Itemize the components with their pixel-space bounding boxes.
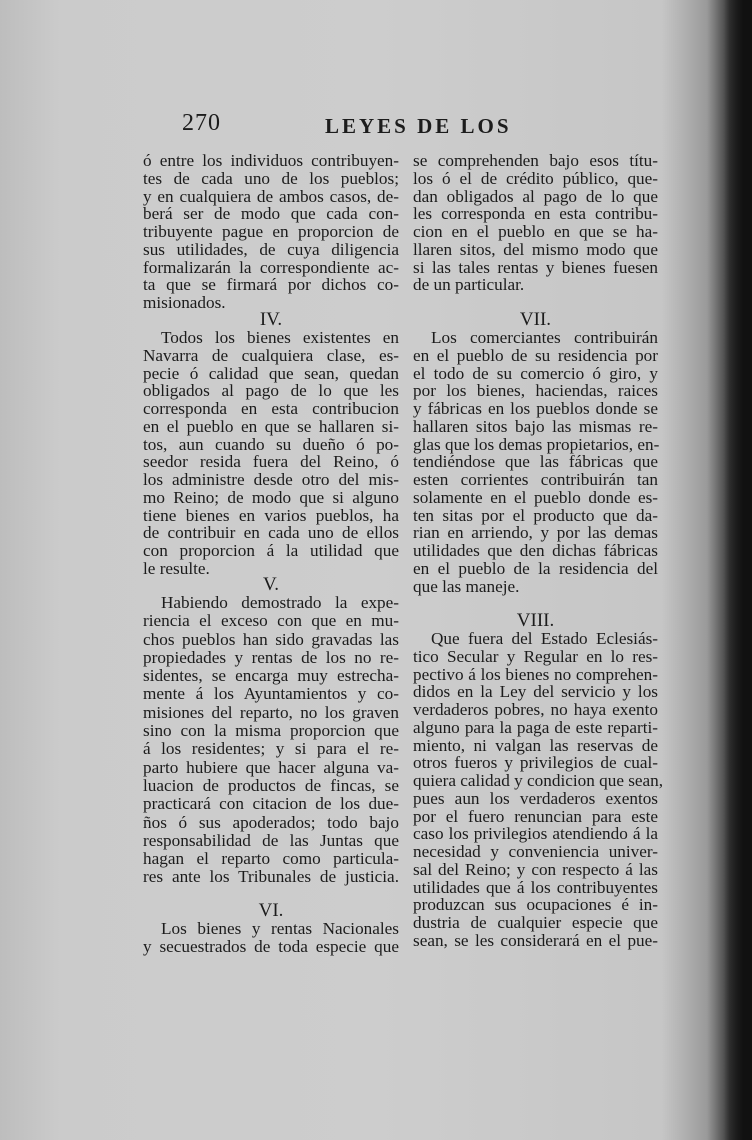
text-line: por los bienes, haciendas, raices xyxy=(413,381,658,401)
text-line: obligados al pago de lo que les xyxy=(143,381,399,401)
text-line: rian en arriendo, y por las demas xyxy=(413,523,658,543)
text-line: si las tales rentas y bienes fuesen xyxy=(413,257,658,277)
text-line: sino con la misma proporcion que xyxy=(143,721,399,741)
text-line: en el pueblo en que se hallaren si- xyxy=(143,416,399,436)
text-line: los administre desde otro del mis- xyxy=(143,470,399,489)
text-line: riencia el exceso con que en mu- xyxy=(143,611,399,631)
text-line: hagan el reparto como particula- xyxy=(143,849,399,869)
text-line: mente á los Ayuntamientos y co- xyxy=(143,684,399,704)
text-line: Que fuera del Estado Eclesiás- xyxy=(431,629,658,648)
text-line: utilidades que den dichas fábricas xyxy=(413,541,658,560)
section-heading-iv: IV. xyxy=(259,309,283,330)
text-line: por el fuero renuncian para este xyxy=(413,806,658,826)
paragraph-v xyxy=(143,594,399,887)
text-line: formalizarán la correspondiente ac- xyxy=(143,257,399,277)
text-line: didos en la Ley del servicio y los xyxy=(413,682,658,702)
text-line: sal del Reino; y con respecto á las xyxy=(413,859,658,879)
text-line: pecie ó calidad que sean, quedan xyxy=(143,363,399,383)
text-line: el todo de su comercio ó giro, y xyxy=(413,363,658,383)
text-line: mo Reino; de modo que si alguno xyxy=(143,487,399,507)
text-line: los ó el de crédito público, que- xyxy=(413,168,658,188)
text-line: seedor resida fuera del Reino, ó xyxy=(143,452,399,472)
text-line: y en cualquiera de ambos casos, de- xyxy=(143,186,399,206)
text-line: les corresponda en esta contribu- xyxy=(413,204,658,224)
text-line: solamente en el pueblo donde es- xyxy=(413,487,658,507)
text-line: Habiendo demostrado la expe- xyxy=(161,593,399,612)
text-line: utilidades que á los contribuyentes xyxy=(413,877,658,897)
text-line: tico Secular y Regular en lo res- xyxy=(413,646,658,666)
text-line: tiene bienes en varios pueblos, ha xyxy=(143,505,399,525)
text-line: hallaren sitos bajo las mismas re- xyxy=(413,416,658,436)
paragraph-viii xyxy=(413,629,664,950)
text-line: tes de cada uno de los pueblos; xyxy=(143,168,399,188)
text-line: caso los privilegios atendiendo á la xyxy=(413,824,658,844)
text-line: con proporcion á la utilidad que xyxy=(143,541,399,560)
text-line: tendiéndose que las fábricas que xyxy=(413,452,658,472)
text-line: propiedades y rentas de los no re- xyxy=(143,647,399,667)
text-line: parto hubiere que hacer alguna va- xyxy=(143,757,399,777)
text-line: llaren sitos, del mismo modo que xyxy=(413,239,658,259)
text-line: y fábricas en los pueblos donde se xyxy=(413,399,658,418)
text-line: verdaderos pobres, no haya exento xyxy=(413,700,658,719)
text-line: Los comerciantes contribuirán xyxy=(431,328,658,347)
text-line: necesidad y conveniencia univer- xyxy=(413,842,658,861)
section-heading-vii: VII. xyxy=(519,309,552,330)
text-line: se comprehenden bajo esos títu- xyxy=(413,151,658,170)
text-line: responsabilidad de las Juntas que xyxy=(143,830,399,850)
paragraph-vii xyxy=(413,329,658,595)
text-line: le resulte. xyxy=(143,558,210,578)
text-line: que las maneje. xyxy=(413,576,520,596)
text-line: en el pueblo de la residencia del xyxy=(413,558,658,578)
text-line: sean, se les considerará en el pue- xyxy=(413,930,658,950)
text-line: ta que se firmará por dichos co- xyxy=(143,275,399,295)
page-number: 270 xyxy=(182,110,221,136)
text-line: Los bienes y rentas Nacionales xyxy=(161,919,399,938)
text-line: de un particular. xyxy=(413,275,525,295)
text-line: cion en el pueblo en que se ha- xyxy=(413,222,658,241)
text-line: ó entre los individuos contribuyen- xyxy=(143,151,399,170)
text-line: pues aun los verdaderos exentos xyxy=(413,788,658,808)
text-line: ños ó sus apoderados; todo bajo xyxy=(143,812,399,832)
text-line: esten corrientes contribuirán tan xyxy=(413,470,658,489)
section-heading-v: V. xyxy=(262,574,280,595)
text-line: ten sitas por el producto que da- xyxy=(413,505,658,525)
text-line: Navarra de cualquiera clase, es- xyxy=(143,345,399,365)
text-line: tos, aun cuando su dueño ó po- xyxy=(143,434,399,454)
text-line: misionados. xyxy=(143,293,226,312)
text-line: Todos los bienes existentes en xyxy=(161,328,399,347)
text-line: de contribuir en cada uno de ellos xyxy=(143,523,399,543)
paragraph-vi xyxy=(143,920,399,956)
text-line: á los residentes; y si para el re- xyxy=(143,739,399,759)
text-line: chos pueblos han sido gravadas las xyxy=(143,629,399,649)
scan-page-edge xyxy=(724,0,752,1140)
text-line: sus utilidades, de cuya diligencia xyxy=(143,239,399,259)
text-line: otros fueros y privilegios de cual- xyxy=(413,753,658,773)
text-line: en el pueblo de su residencia por xyxy=(413,345,658,365)
text-line: misiones del reparto, no los graven xyxy=(143,702,399,722)
text-line: berá ser de modo que cada con- xyxy=(143,204,399,224)
paragraph-iv xyxy=(143,329,399,578)
text-line: sidentes, se encarga muy estrecha- xyxy=(143,666,399,686)
text-line: tribuyente pague en proporcion de xyxy=(143,222,399,241)
paragraph xyxy=(143,152,399,312)
running-title: LEYES DE LOS xyxy=(325,114,512,138)
section-heading-viii: VIII. xyxy=(516,610,555,631)
text-line: res ante los Tribunales de justicia. xyxy=(143,867,399,887)
text-line: dan obligados al pago de lo que xyxy=(413,186,658,206)
text-line: miento, ni valgan las reservas de xyxy=(413,735,658,755)
text-line: pectivo á los bienes no comprehen- xyxy=(413,664,658,684)
text-line: produzcan sus ocupaciones é in- xyxy=(413,895,658,915)
text-line: practicará con citacion de los due- xyxy=(143,794,399,814)
text-line: glas que los demas propietarios, en- xyxy=(413,434,660,454)
section-heading-vi: VI. xyxy=(258,900,284,921)
text-line: alguno para la paga de este reparti- xyxy=(413,717,658,737)
text-line: quiera calidad y condicion que sean, xyxy=(413,771,664,790)
text-line: y secuestrados de toda especie que xyxy=(143,936,399,956)
text-line: luacion de productos de fincas, se xyxy=(143,775,399,795)
paragraph xyxy=(413,152,658,294)
text-line: corresponda en esta contribucion xyxy=(143,399,399,418)
text-line: dustria de cualquier especie que xyxy=(413,913,658,932)
